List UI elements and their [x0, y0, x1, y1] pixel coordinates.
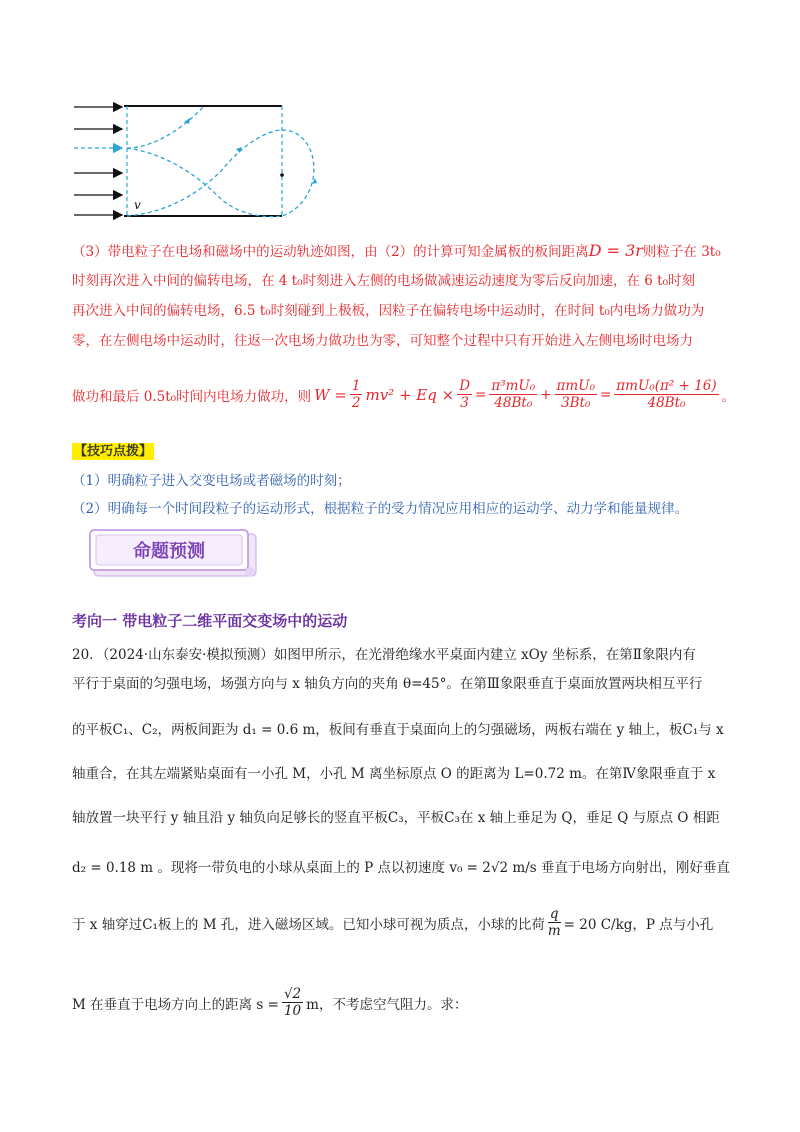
fraction-2: $\frac{\text{πmU₀}}{\text{3Bt₀}}$: [556, 378, 595, 411]
eq-mv: mv² + Eq ×: [365, 385, 455, 404]
trajectory-figure: [72, 100, 332, 225]
problem-line-2: 平行于桌面的匀强电场，场强方向与 x 轴负方向的夹角 θ=45°。在第Ⅲ象限垂直于桌面放置两块相互平行: [72, 676, 703, 692]
tip-item-1: （1）明确粒子进入交变电场或者磁场的时刻；: [72, 473, 351, 489]
field-arrows: [74, 107, 122, 215]
problem-text: m，不考虑空气阻力。求：: [306, 996, 468, 1013]
problem-line-8: [72, 986, 467, 1019]
tips-heading: [72, 440, 154, 459]
section-banner: [88, 528, 260, 580]
eq-plus: +: [540, 386, 552, 403]
fraction-1: $\frac{\text{π³mU₀}}{\text{48Bt₀}}$: [491, 378, 536, 411]
problem-line-6: d₂ = 0.18 m 。现将一带负电的小球从桌面上的 P 点以初速度 v₀ = 2√2 m/s 垂直于电场方向射出，刚好垂直: [72, 860, 730, 876]
particle-trajectory: [127, 106, 314, 217]
center-dot: [280, 173, 284, 177]
problem-line-4: 轴重合，在其左端紧贴桌面有一小孔 M，小孔 M 离坐标原点 O 的距离为 L=0.72 m。在第Ⅳ象限垂直于 x: [72, 766, 716, 782]
banner-text: 命题预测: [133, 541, 205, 562]
problem-line-3: 的平板C₁、C₂，两板间距为 d₁ = 0.6 m，板间有垂直于桌面向上的匀强磁场，两板右端在 y 轴上，板C₁与 x: [72, 722, 724, 738]
eq-w: W =: [314, 385, 347, 404]
fraction-s: $\frac{√2}{10}$: [283, 986, 302, 1019]
section-title: 考向一 带电粒子二维平面交变场中的运动: [72, 612, 348, 630]
velocity-label: v: [134, 198, 141, 212]
solution-line-3: 再次进入中间的偏转电场，6.5 t₀时刻碰到上极板，因粒子在偏转电场中运动时，在时间 t₀内电场力做功为: [72, 303, 705, 319]
solution-text: （3）带电粒子在电场和磁场中的运动轨迹如图，由（2）的计算可知金属板的板间距离: [72, 244, 589, 260]
problem-line-7: [72, 906, 713, 939]
solution-line-5: [72, 378, 735, 411]
problem-line-1: 20．（2024·山东泰安·模拟预测）如图甲所示，在光滑绝缘水平桌面内建立 xOy 坐标系，在第Ⅱ象限内有: [72, 647, 696, 663]
tips-label: 【技巧点拨】: [74, 444, 153, 459]
problem-line-5: 轴放置一块平行 y 轴且沿 y 轴负向足够长的竖直平板C₃，平板C₃在 x 轴上垂足为 Q，垂足 Q 与原点 O 相距: [72, 810, 720, 826]
solution-text: 做功和最后 0.5t₀时间内电场力做功，则: [72, 388, 312, 405]
eq-sign: =: [599, 386, 612, 403]
problem-text: M 在垂直于电场方向上的距离 s =: [72, 996, 279, 1013]
fraction-3: $\frac{\text{πmU₀(π² + 16)}}{\text{48Bt₀}}$: [616, 378, 717, 411]
problem-text: 于 x 轴穿过C₁板上的 M 孔，进入磁场区域。已知小球可视为质点，小球的比荷: [72, 916, 545, 933]
fraction-q-m: $\frac{q}{m}$: [547, 906, 561, 939]
solution-line-4: 零，在左侧电场中运动时，往返一次电场力做功也为零，可知整个过程中只有开始进入左侧电场时电场力: [72, 333, 693, 349]
tip-item-2: （2）明确每一个时间段粒子的运动形式，根据粒子的受力情况应用相应的运动学、动力学和能量规律。: [72, 501, 689, 517]
fraction-d3: $\frac{D}{3}$: [459, 378, 471, 411]
field-boundaries: [127, 106, 282, 216]
metal-plates: [124, 106, 282, 216]
eq-sign: =: [475, 386, 487, 403]
solution-line-2: 时刻再次进入中间的偏转电场，在 4 t₀时刻进入左侧的电场做减速运动速度为零后反向加速，在 6 t₀时刻: [72, 273, 696, 289]
solution-equation: D = 3r: [588, 241, 643, 260]
problem-text: = 20 C/kg，P 点与小孔: [563, 916, 714, 933]
fraction-half: $\frac{1}{2}$: [351, 378, 361, 411]
solution-text: 则粒子在 3t₀: [642, 244, 721, 260]
solution-line-1: [72, 240, 721, 260]
eq-end: 。: [721, 388, 736, 405]
